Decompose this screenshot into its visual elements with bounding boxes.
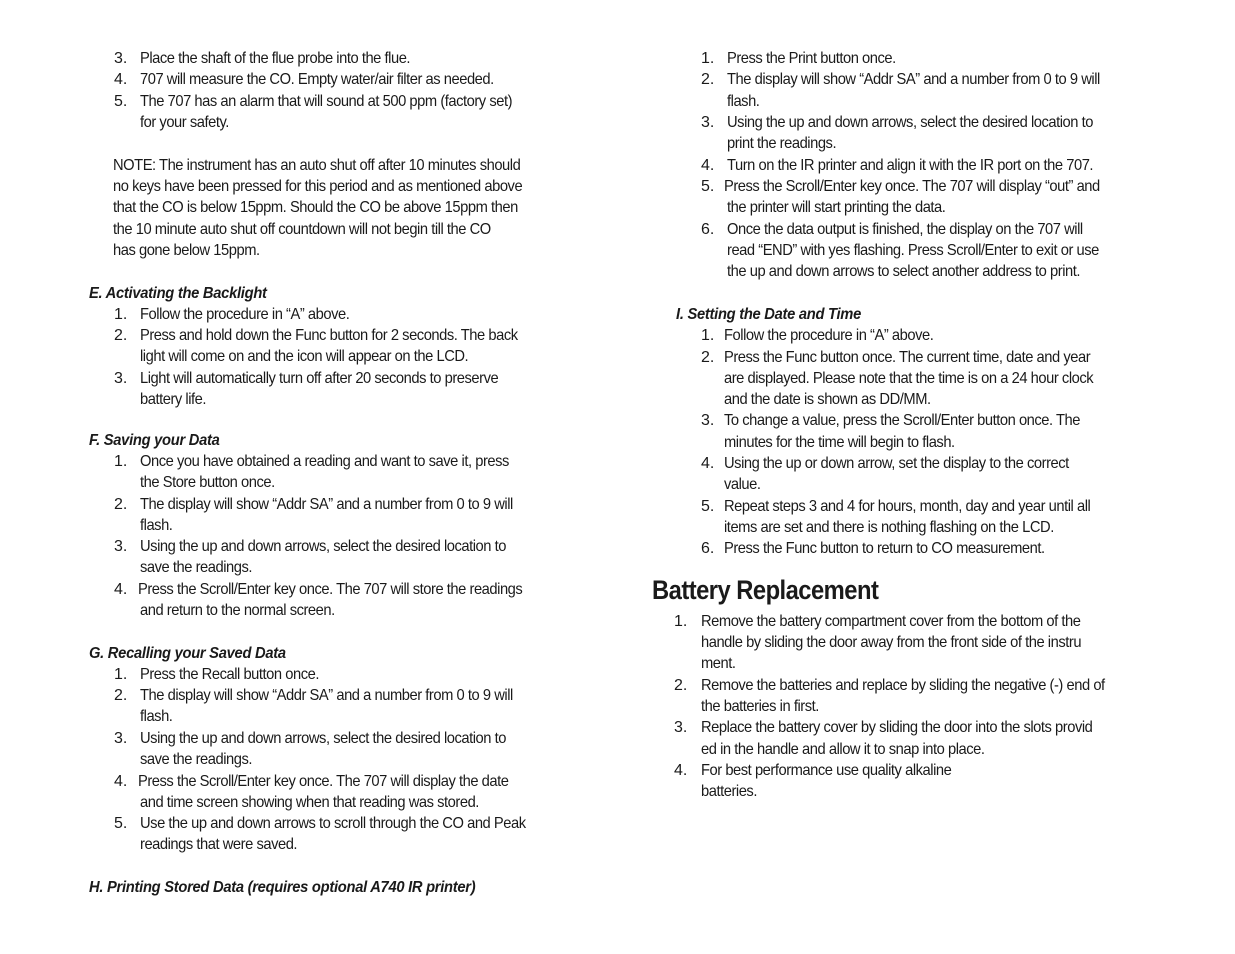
list-number: 3. (701, 412, 715, 429)
list-text: batteries. (701, 783, 757, 800)
note-line: the 10 minute auto shut off countdown will not begin till the CO (113, 221, 491, 238)
list-text: ment. (701, 655, 736, 672)
list-number: 3. (114, 538, 128, 555)
list-text: Using the up and down arrows, select the desired location to (727, 114, 1093, 131)
note-line: no keys have been pressed for this period and as mentioned above (113, 178, 523, 195)
list-number: 3. (114, 730, 128, 747)
list-text: Once the data output is finished, the display on the 707 will (727, 221, 1083, 238)
list-number: 6. (701, 221, 715, 238)
list-text: Light will automatically turn off after 20 seconds to preserve (140, 370, 499, 387)
list-text: The display will show “Addr SA” and a number from 0 to 9 will (140, 687, 513, 704)
list-number: 5. (701, 498, 715, 515)
list-number: 2. (114, 496, 128, 513)
list-text: Remove the batteries and replace by sliding the negative (-) end of (701, 677, 1105, 694)
list-text: Press and hold down the Func button for 2 seconds. The back (140, 327, 518, 344)
list-text: Press the Func button to return to CO measurement. (724, 540, 1045, 557)
list-text: The display will show “Addr SA” and a number from 0 to 9 will (727, 71, 1100, 88)
note-line: that the CO is below 15ppm. Should the CO be above 15ppm then (113, 199, 518, 216)
list-text: handle by sliding the door away from the front side of the instru (701, 634, 1082, 651)
list-text: Using the up and down arrows, select the desired location to (140, 730, 506, 747)
list-number: 4. (114, 773, 128, 790)
list-text: Turn on the IR printer and align it with the IR port on the 707. (727, 157, 1094, 174)
list-text: For best performance use quality alkaline (701, 762, 952, 779)
list-number: 2. (114, 327, 128, 344)
list-text: flash. (727, 93, 760, 110)
list-number: 4. (114, 71, 128, 88)
list-number: 3. (114, 50, 128, 67)
list-number: 1. (114, 453, 128, 470)
list-text: Press the Scroll/Enter key once. The 707 will display the date (138, 773, 509, 790)
list-text: Place the shaft of the flue probe into the flue. (140, 50, 411, 67)
list-text: Repeat steps 3 and 4 for hours, month, day and year until all (724, 498, 1091, 515)
list-number: 1. (701, 50, 715, 67)
list-number: 3. (701, 114, 715, 131)
list-text: ed in the handle and allow it to snap into place. (701, 741, 985, 758)
list-text: the batteries in first. (701, 698, 819, 715)
list-text: Follow the procedure in “A” above. (724, 327, 934, 344)
list-number: 6. (701, 540, 715, 557)
list-text: Remove the battery compartment cover from the bottom of the (701, 613, 1081, 630)
list-number: 5. (114, 815, 128, 832)
list-number: 1. (114, 306, 128, 323)
list-text: To change a value, press the Scroll/Enter button once. The (724, 412, 1081, 429)
list-text: value. (724, 476, 761, 493)
list-text: are displayed. Please note that the time is on a 24 hour clock (724, 370, 1094, 387)
section-heading: G. Recalling your Saved Data (89, 645, 286, 662)
list-text: flash. (140, 517, 173, 534)
list-number: 4. (114, 581, 128, 598)
section-heading: I. Setting the Date and Time (676, 306, 862, 323)
list-number: 5. (701, 178, 715, 195)
list-text: save the readings. (140, 751, 253, 768)
section-heading: F. Saving your Data (89, 432, 220, 449)
list-number: 4. (701, 455, 715, 472)
list-text: The 707 has an alarm that will sound at 500 ppm (factory set) (140, 93, 513, 110)
list-text: minutes for the time will begin to flash. (724, 434, 955, 451)
list-number: 4. (674, 762, 688, 779)
list-text: the Store button once. (140, 474, 275, 491)
list-text: flash. (140, 708, 173, 725)
section-heading: E. Activating the Backlight (89, 285, 267, 302)
list-text: Once you have obtained a reading and want to save it, press (140, 453, 509, 470)
list-text: Press the Print button once. (727, 50, 896, 67)
list-text: Follow the procedure in “A” above. (140, 306, 350, 323)
list-number: 3. (114, 370, 128, 387)
list-text: Replace the battery cover by sliding the door into the slots provid (701, 719, 1093, 736)
list-text: the up and down arrows to select another address to print. (727, 263, 1080, 280)
list-number: 1. (674, 613, 688, 630)
list-number: 1. (114, 666, 128, 683)
list-text: Using the up and down arrows, select the desired location to (140, 538, 506, 555)
list-text: Press the Func button once. The current time, date and year (724, 349, 1091, 366)
list-text: and time screen showing when that reading was stored. (140, 794, 479, 811)
list-text: The display will show “Addr SA” and a number from 0 to 9 will (140, 496, 513, 513)
list-text: the printer will start printing the data. (727, 199, 946, 216)
list-text: print the readings. (727, 135, 837, 152)
list-number: 1. (701, 327, 715, 344)
list-number: 2. (701, 71, 715, 88)
list-text: 707 will measure the CO. Empty water/air filter as needed. (140, 71, 494, 88)
list-text: Using the up or down arrow, set the display to the correct (724, 455, 1069, 472)
note-line: has gone below 15ppm. (113, 242, 260, 259)
list-text: save the readings. (140, 559, 253, 576)
list-number: 3. (674, 719, 688, 736)
note-line: NOTE: The instrument has an auto shut off after 10 minutes should (113, 157, 521, 174)
list-text: Press the Recall button once. (140, 666, 319, 683)
list-text: items are set and there is nothing flashing on the LCD. (724, 519, 1054, 536)
list-text: Press the Scroll/Enter key once. The 707 will store the readings (138, 581, 523, 598)
section-heading: H. Printing Stored Data (requires optional A740 IR printer) (89, 879, 476, 896)
list-number: 2. (701, 349, 715, 366)
list-number: 4. (701, 157, 715, 174)
list-text: light will come on and the icon will appear on the LCD. (140, 348, 469, 365)
page-heading: Battery Replacement (652, 575, 879, 605)
list-text: Use the up and down arrows to scroll through the CO and Peak (140, 815, 526, 832)
list-text: readings that were saved. (140, 836, 298, 853)
list-number: 2. (674, 677, 688, 694)
list-text: Press the Scroll/Enter key once. The 707 will display “out” and (724, 178, 1100, 195)
list-text: and return to the normal screen. (140, 602, 335, 619)
list-text: for your safety. (140, 114, 229, 131)
list-text: and the date is shown as DD/MM. (724, 391, 931, 408)
list-number: 2. (114, 687, 128, 704)
list-number: 5. (114, 93, 128, 110)
list-text: read “END” with yes flashing. Press Scroll/Enter to exit or use (727, 242, 1099, 259)
list-text: battery life. (140, 391, 207, 408)
